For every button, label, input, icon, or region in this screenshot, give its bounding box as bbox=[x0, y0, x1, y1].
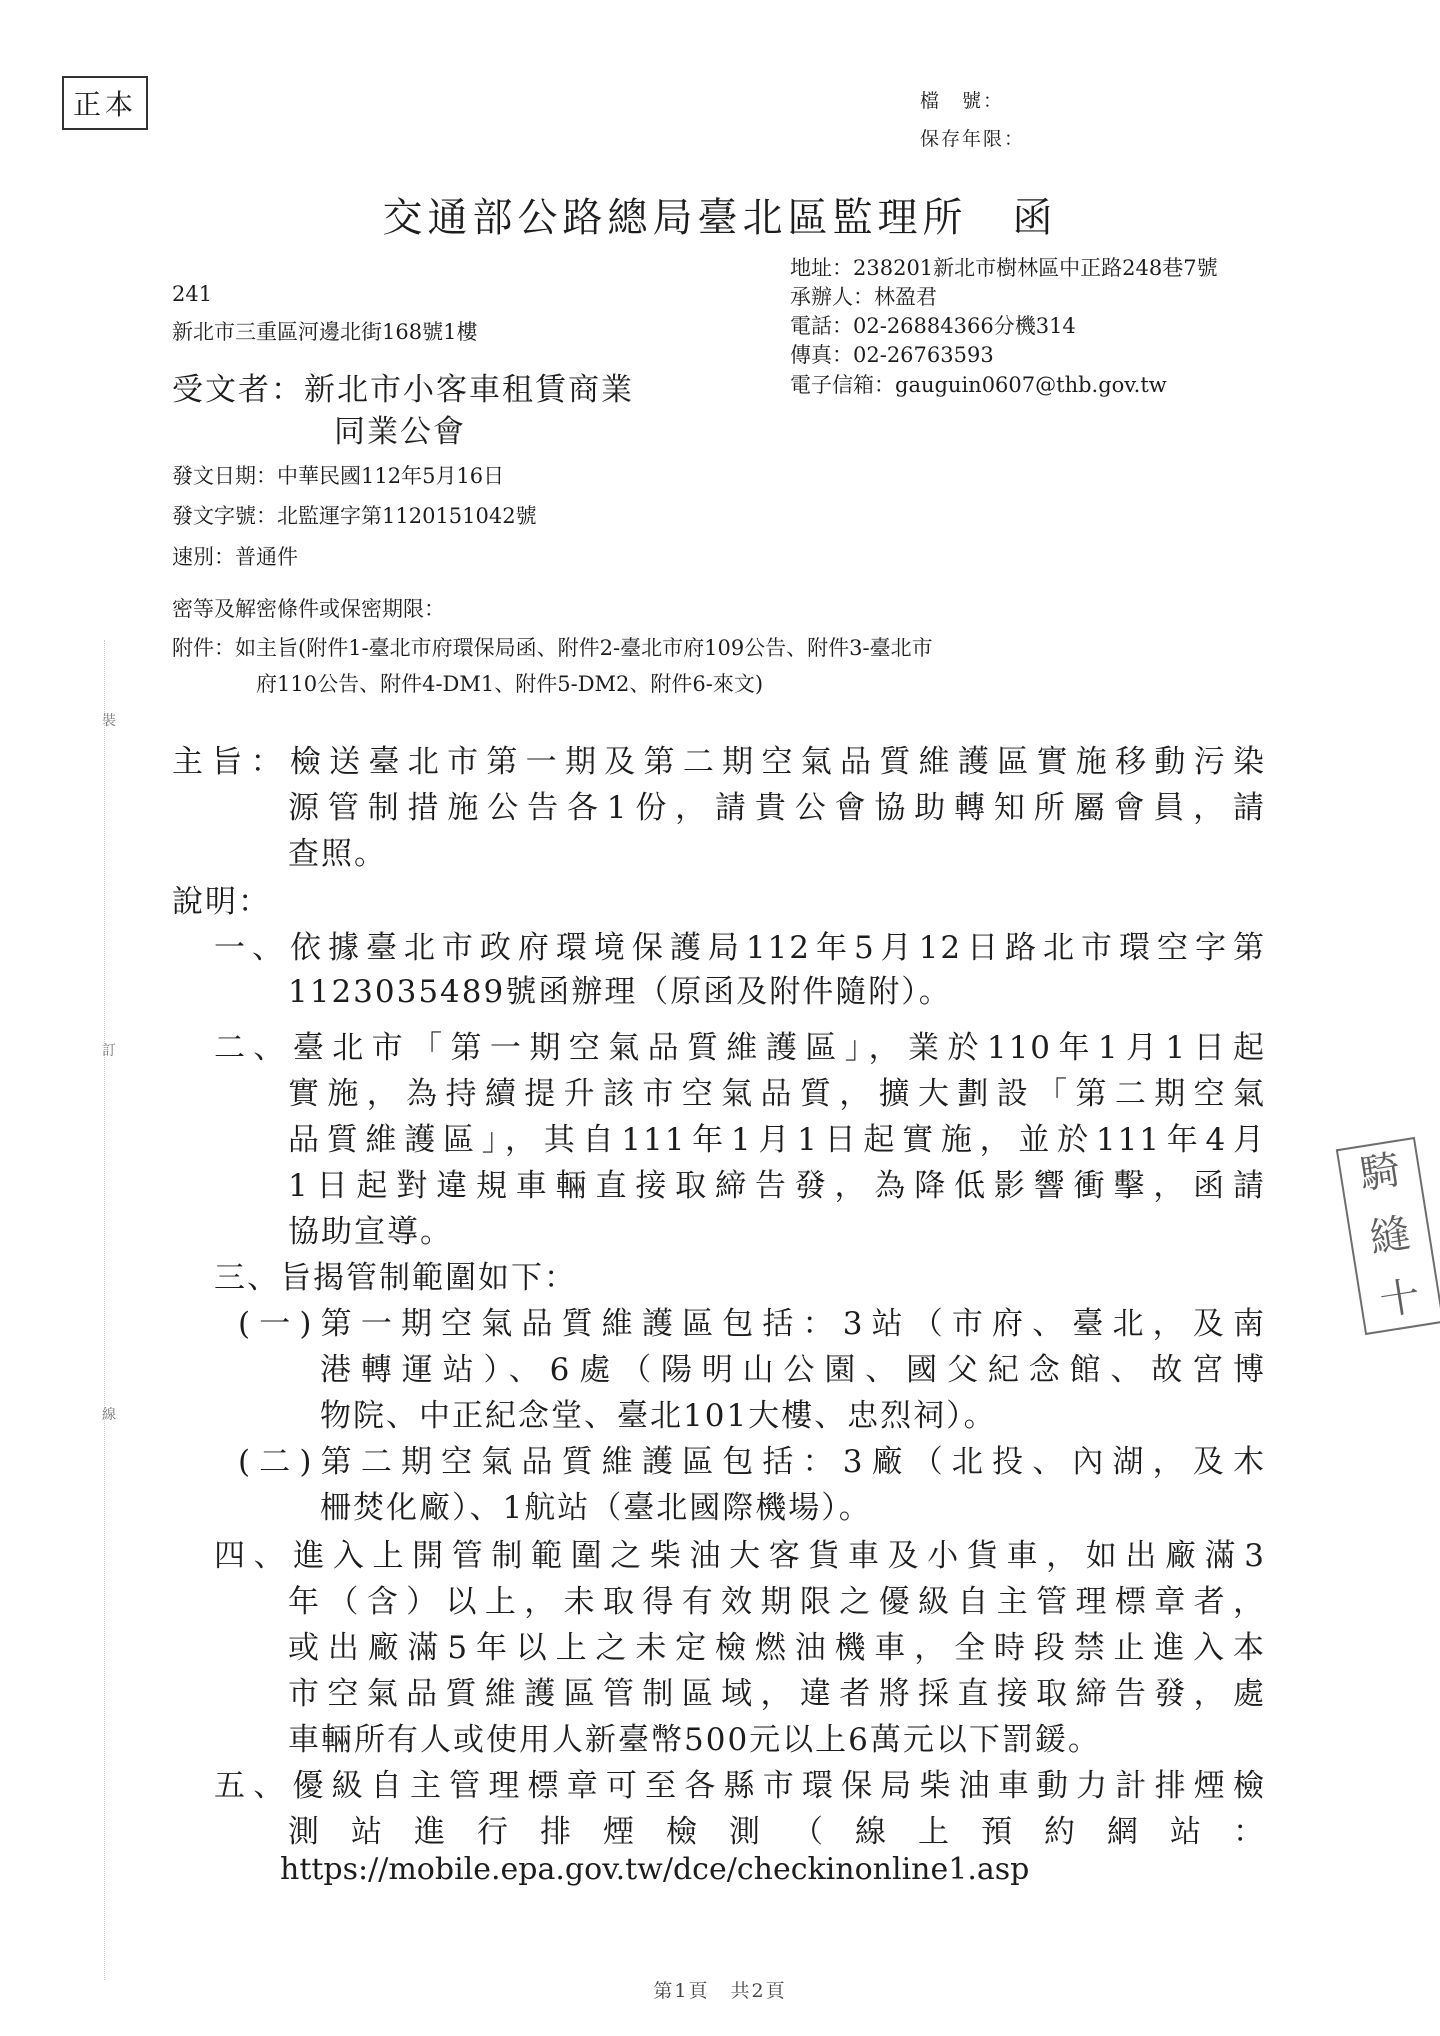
sender-address: 地址：238201新北市樹林區中正路248巷7號 bbox=[790, 256, 1218, 280]
explanation-line: 測站進行排煙檢測（線上預約網站： bbox=[288, 1814, 1266, 1850]
retention-period-label: 保存年限： bbox=[920, 128, 1026, 150]
explanation-line: 二、臺北市「第一期空氣品質維護區」，業於110年1月1日起 bbox=[214, 1030, 1266, 1066]
explanation-line: (一)第一期空氣品質維護區包括：3站（市府、臺北，及南 bbox=[238, 1306, 1266, 1342]
recipient-name-line2: 同業公會 bbox=[334, 414, 466, 450]
document-title: 交通部公路總局臺北區監理所 函 bbox=[382, 195, 1058, 241]
explanation-line: 市空氣品質維護區管制區域，違者將採直接取締告發，處 bbox=[288, 1676, 1266, 1712]
issue-date: 發文日期：中華民國112年5月16日 bbox=[172, 464, 505, 488]
attachment-line2: 府110公告、附件4-DM1、附件5-DM2、附件6-來文) bbox=[256, 672, 764, 696]
document-number: 發文字號：北監運字第1120151042號 bbox=[172, 504, 537, 528]
explanation-line: 1123035489號函辦理（原函及附件隨附）。 bbox=[288, 974, 952, 1010]
explanation-line: 柵焚化廠）、1航站（臺北國際機場）。 bbox=[320, 1490, 872, 1526]
attachment-line1: 附件：如主旨(附件1-臺北市府環保局函、附件2-臺北市府109公告、附件3-臺北市 bbox=[172, 636, 933, 660]
explanation-label: 說明： bbox=[172, 884, 271, 920]
explanation-line: 品質維護區」，其自111年1月1日起實施，並於111年4月 bbox=[288, 1122, 1266, 1158]
explanation-line: 五、優級自主管理標章可至各縣市環保局柴油車動力計排煙檢 bbox=[214, 1768, 1266, 1804]
subject-line3: 查照。 bbox=[288, 836, 387, 872]
secrecy-level: 密等及解密條件或保密期限： bbox=[172, 597, 445, 621]
explanation-line: https://mobile.epa.gov.tw/dce/checkinonline1.asp bbox=[280, 1852, 1030, 1887]
explanation-line: 實施，為持續提升該市空氣品質，擴大劃設「第二期空氣 bbox=[288, 1076, 1266, 1112]
binding-mark-zhuang: 裝 bbox=[102, 713, 116, 729]
phone-number: 電話：02-26884366分機314 bbox=[790, 314, 1076, 338]
handler-name: 承辦人：林盈君 bbox=[790, 285, 937, 309]
explanation-line: (二)第二期空氣品質維護區包括：3廠（北投、內湖，及木 bbox=[238, 1444, 1266, 1480]
explanation-line: 1日起對違規車輛直接取締告發，為降低影響衝擊，函請 bbox=[288, 1168, 1266, 1204]
subject-line1: 主旨：檢送臺北市第一期及第二期空氣品質維護區實施移動污染 bbox=[172, 744, 1266, 780]
seam-seal-stamp: 騎 縫 十 bbox=[1336, 1137, 1440, 1335]
explanation-line: 一、依據臺北市政府環境保護局112年5月12日路北市環空字第 bbox=[214, 930, 1266, 966]
explanation-line: 協助宣導。 bbox=[288, 1214, 453, 1250]
explanation-line: 或出廠滿5年以上之未定檢燃油機車，全時段禁止進入本 bbox=[288, 1630, 1266, 1666]
binding-mark-ding: 訂 bbox=[102, 1043, 116, 1059]
recipient-postal-code: 241 bbox=[172, 282, 213, 306]
explanation-line: 三、旨揭管制範圍如下： bbox=[214, 1260, 577, 1296]
explanation-line: 車輛所有人或使用人新臺幣500元以上6萬元以下罰鍰。 bbox=[288, 1722, 1101, 1758]
subject-line2: 源管制措施公告各1份，請貴公會協助轉知所屬會員，請 bbox=[288, 790, 1266, 826]
explanation-line: 四、進入上開管制範圍之柴油大客貨車及小貨車，如出廠滿3 bbox=[214, 1538, 1266, 1574]
original-copy-stamp: 正本 bbox=[62, 76, 148, 130]
binding-mark-xian: 線 bbox=[102, 1407, 116, 1423]
file-number-label: 檔 號： bbox=[920, 90, 1005, 112]
recipient-address: 新北市三重區河邊北街168號1樓 bbox=[172, 320, 478, 344]
binding-guide-line bbox=[104, 640, 105, 1980]
email-address: 電子信箱：gauguin0607@thb.gov.tw bbox=[790, 373, 1167, 397]
delivery-speed: 速別：普通件 bbox=[172, 545, 298, 569]
explanation-line: 港轉運站）、6處（陽明山公園、國父紀念館、故宮博 bbox=[320, 1352, 1266, 1388]
fax-number: 傳真：02-26763593 bbox=[790, 343, 994, 367]
explanation-line: 年（含）以上，未取得有效期限之優級自主管理標章者， bbox=[288, 1584, 1266, 1620]
page-footer: 第1頁 共2頁 bbox=[653, 1980, 787, 2002]
recipient-name-line1: 受文者：新北市小客車租賃商業 bbox=[172, 372, 634, 408]
explanation-line: 物院、中正紀念堂、臺北101大樓、忠烈祠）。 bbox=[320, 1398, 997, 1434]
